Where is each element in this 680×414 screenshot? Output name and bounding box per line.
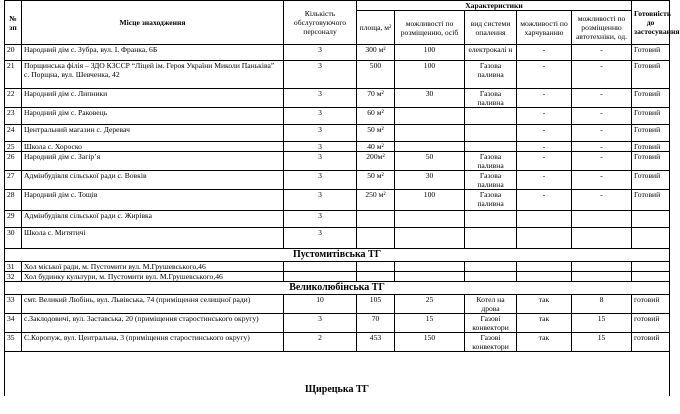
location-cell: Народний дім с. Зубра, вул. І. Франка, 6Б — [22, 45, 284, 61]
staff-cell: 3 — [284, 190, 357, 211]
area-cell: 40 м² — [357, 142, 395, 152]
autotech-cell: - — [572, 108, 632, 125]
location-cell: Центральний магазин с. Деревач — [22, 125, 284, 142]
capacity-cell: 150 — [395, 333, 465, 352]
location-cell: Хол міської ради, м. Пустомити вул. М.Грушевського,46 — [22, 262, 284, 272]
autotech-cell — [572, 262, 632, 272]
area-cell: 453 — [357, 333, 395, 352]
area-cell: 500 — [357, 61, 395, 89]
table-row — [5, 61, 670, 89]
autotech-cell — [572, 228, 632, 249]
location-cell: Народний дім с. Липники — [22, 89, 284, 108]
capacity-cell: 30 — [395, 89, 465, 108]
readiness-cell: готовий — [632, 295, 670, 314]
food-cell: - — [517, 142, 572, 152]
staff-cell — [284, 272, 357, 282]
staff-cell: 3 — [284, 142, 357, 152]
capacity-cell — [395, 142, 465, 152]
location-cell: Школа с. Хороско — [22, 142, 284, 152]
food-cell — [517, 228, 572, 249]
autotech-cell: - — [572, 152, 632, 171]
section-title: Пустомитівська ТГ — [5, 249, 670, 262]
location-cell: Порщинська філія – ЗДО КЗССР “Ліцей ім. Героя України Миколи Паньківа” с. Порщна, вул. Шевченка, 42 — [22, 61, 284, 89]
header-autotech: можливості по розміщенню автотехніки, од. — [572, 11, 632, 45]
capacity-cell — [395, 211, 465, 228]
food-cell: так — [517, 333, 572, 352]
staff-cell: 3 — [284, 211, 357, 228]
section-title: Щирецька ТГ — [5, 352, 670, 396]
readiness-cell — [632, 272, 670, 282]
heating-cell — [465, 272, 517, 282]
header-staff: Кількість обслуговуючого персоналу — [284, 1, 357, 45]
staff-cell — [284, 262, 357, 272]
food-cell: - — [517, 125, 572, 142]
heating-cell — [465, 228, 517, 249]
table-row — [5, 45, 670, 61]
autotech-cell — [572, 211, 632, 228]
readiness-cell: Готовий — [632, 125, 670, 142]
autotech-cell: 15 — [572, 314, 632, 333]
header-area: площа, м² — [357, 11, 395, 45]
header-food: можливості по харчуванню — [517, 11, 572, 45]
row-number: 22 — [5, 89, 22, 108]
area-cell: 70 — [357, 314, 395, 333]
readiness-cell: Готовий — [632, 152, 670, 171]
area-cell — [357, 228, 395, 249]
readiness-cell: Готовий — [632, 61, 670, 89]
header-characteristics: Характеристики — [357, 1, 632, 11]
staff-cell: 3 — [284, 45, 357, 61]
food-cell — [517, 262, 572, 272]
staff-cell: 3 — [284, 171, 357, 190]
section-row — [5, 249, 670, 262]
table-row — [5, 89, 670, 108]
row-number: 21 — [5, 61, 22, 89]
table-row — [5, 314, 670, 333]
readiness-cell: готовий — [632, 333, 670, 352]
autotech-cell: - — [572, 125, 632, 142]
row-number: 30 — [5, 228, 22, 249]
row-number: 20 — [5, 45, 22, 61]
section-title: Великолюбінська ТГ — [5, 282, 670, 295]
area-cell: 300 м² — [357, 45, 395, 61]
autotech-cell: 15 — [572, 333, 632, 352]
heating-cell — [465, 262, 517, 272]
heating-cell: електрокалі н — [465, 45, 517, 61]
location-cell: смт. Великий Любінь, вул. Львівська, 74 (приміщення селищної ради) — [22, 295, 284, 314]
heating-cell — [465, 125, 517, 142]
row-number: 32 — [5, 272, 22, 282]
location-cell: Народний дім с. Тощів — [22, 190, 284, 211]
location-cell: Народний дім с. Загір’я — [22, 152, 284, 171]
shelter-table — [4, 0, 680, 396]
heating-cell: Газова паливна — [465, 152, 517, 171]
header-row-1 — [5, 1, 670, 11]
food-cell: - — [517, 108, 572, 125]
location-cell: с.Заклодовичі, вул. Заставська, 20 (приміщення старостинського округу) — [22, 314, 284, 333]
food-cell: - — [517, 171, 572, 190]
table-row — [5, 142, 670, 152]
capacity-cell — [395, 108, 465, 125]
table-row — [5, 171, 670, 190]
table-row — [5, 262, 670, 272]
heating-cell: Газова паливна — [465, 61, 517, 89]
autotech-cell: - — [572, 171, 632, 190]
table-row — [5, 333, 670, 352]
heating-cell: Газові конвектори — [465, 314, 517, 333]
location-cell: Адмінбудівля сільської ради с. Вовків — [22, 171, 284, 190]
food-cell: так — [517, 314, 572, 333]
capacity-cell: 100 — [395, 190, 465, 211]
capacity-cell — [395, 272, 465, 282]
heating-cell: Котел на дрова — [465, 295, 517, 314]
area-cell: 60 м² — [357, 108, 395, 125]
staff-cell: 3 — [284, 152, 357, 171]
header-capacity: можливості по розміщенню, осіб — [395, 11, 465, 45]
heating-cell: Газова паливна — [465, 171, 517, 190]
autotech-cell: - — [572, 89, 632, 108]
autotech-cell: - — [572, 190, 632, 211]
capacity-cell: 100 — [395, 61, 465, 89]
autotech-cell: - — [572, 61, 632, 89]
readiness-cell: Готовий — [632, 142, 670, 152]
readiness-cell: Готовий — [632, 108, 670, 125]
row-number: 27 — [5, 171, 22, 190]
row-number: 29 — [5, 211, 22, 228]
location-cell: Народний дім с. Раковець — [22, 108, 284, 125]
table-row — [5, 295, 670, 314]
section-row — [5, 282, 670, 295]
readiness-cell: Готовий — [632, 45, 670, 61]
table-row — [5, 211, 670, 228]
area-cell — [357, 272, 395, 282]
table-row — [5, 125, 670, 142]
food-cell: - — [517, 61, 572, 89]
capacity-cell: 100 — [395, 45, 465, 61]
location-cell: Хол будинку культури, м. Пустомити вул. М.Грушевського,46 — [22, 272, 284, 282]
area-cell: 50 м² — [357, 171, 395, 190]
readiness-cell: Готовий — [632, 190, 670, 211]
row-number: 25 — [5, 142, 22, 152]
area-cell — [357, 262, 395, 272]
staff-cell: 3 — [284, 108, 357, 125]
header-num: № зп — [5, 1, 22, 45]
staff-cell: 3 — [284, 61, 357, 89]
location-cell: Адмінбудівля сільської ради с. Жирівка — [22, 211, 284, 228]
row-number: 35 — [5, 333, 22, 352]
area-cell: 50 м² — [357, 125, 395, 142]
heating-cell: Газова паливна — [465, 190, 517, 211]
table-row — [5, 228, 670, 249]
readiness-cell: Готовий — [632, 89, 670, 108]
area-cell — [357, 211, 395, 228]
area-cell: 105 — [357, 295, 395, 314]
row-number: 31 — [5, 262, 22, 272]
header-readiness: Готовність до застосування — [632, 1, 670, 45]
table-row — [5, 152, 670, 171]
staff-cell: 3 — [284, 125, 357, 142]
heating-cell — [465, 211, 517, 228]
capacity-cell: 15 — [395, 314, 465, 333]
food-cell: - — [517, 45, 572, 61]
row-number: 26 — [5, 152, 22, 171]
header-heating: вид системи опалення — [465, 11, 517, 45]
row-number: 24 — [5, 125, 22, 142]
area-cell: 250 м² — [357, 190, 395, 211]
capacity-cell — [395, 228, 465, 249]
readiness-cell — [632, 228, 670, 249]
row-number: 34 — [5, 314, 22, 333]
capacity-cell: 25 — [395, 295, 465, 314]
section-row — [5, 352, 670, 396]
food-cell — [517, 211, 572, 228]
heating-cell: Газові конвектори — [465, 333, 517, 352]
header-location: Місце знаходження — [22, 1, 284, 45]
row-number: 28 — [5, 190, 22, 211]
staff-cell: 2 — [284, 333, 357, 352]
readiness-cell: Готовий — [632, 171, 670, 190]
table-row — [5, 190, 670, 211]
food-cell: так — [517, 295, 572, 314]
heating-cell: Газова паливна — [465, 89, 517, 108]
readiness-cell: готовий — [632, 314, 670, 333]
food-cell — [517, 272, 572, 282]
readiness-cell — [632, 211, 670, 228]
capacity-cell: 30 — [395, 171, 465, 190]
autotech-cell: - — [572, 142, 632, 152]
table-row — [5, 108, 670, 125]
area-cell: 200м² — [357, 152, 395, 171]
row-number: 23 — [5, 108, 22, 125]
capacity-cell: 50 — [395, 152, 465, 171]
heating-cell — [465, 108, 517, 125]
staff-cell: 3 — [284, 314, 357, 333]
location-cell: Школа с. Митятичі — [22, 228, 284, 249]
autotech-cell: 8 — [572, 295, 632, 314]
heating-cell — [465, 142, 517, 152]
food-cell: - — [517, 190, 572, 211]
location-cell: С.Коропуж, вул. Центральна, 3 (приміщення старостинського округу) — [22, 333, 284, 352]
row-number: 33 — [5, 295, 22, 314]
area-cell: 70 м² — [357, 89, 395, 108]
food-cell: - — [517, 152, 572, 171]
autotech-cell: - — [572, 45, 632, 61]
staff-cell: 10 — [284, 295, 357, 314]
readiness-cell — [632, 262, 670, 272]
capacity-cell — [395, 262, 465, 272]
autotech-cell — [572, 272, 632, 282]
staff-cell: 3 — [284, 89, 357, 108]
table-row — [5, 272, 670, 282]
food-cell: - — [517, 89, 572, 108]
capacity-cell — [395, 125, 465, 142]
staff-cell: 3 — [284, 228, 357, 249]
